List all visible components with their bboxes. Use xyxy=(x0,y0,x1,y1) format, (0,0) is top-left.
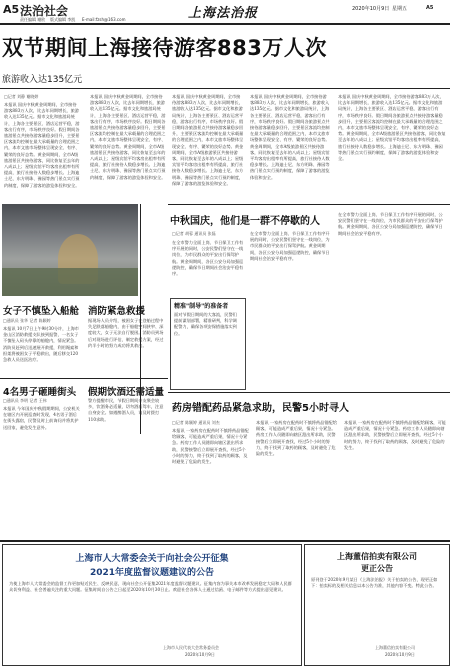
drug-body-col3: 本报讯 一家药房在配药时不慎将药品错配给顾客，可能造成严重后果，情况十分紧急。药房工作人员随即向辖区派出所求助，民警接警后立即展开查找，经过5个小时的努力，终于找到了取药的顾客，及时避免了危险的发生。 xyxy=(344,420,446,450)
stray-byline: □通讯员 李明 记者 王伟 xyxy=(3,398,47,403)
drug-byline: □记者 陈颖婷 通讯员 刘杰 xyxy=(172,420,220,425)
notice-right-body: 原刊登于2020年9月某日《上海法治报》关于拍卖的公告，现更正如下：拍卖标的及相关信息以本公告为准，其他内容不变。特此公告。 xyxy=(311,577,438,589)
woman-body: 本报讯 10月7日上午9时30分许，上海市金山区消防救援支队接到报警，一名女子不慎坠入码头停靠的船舱内，情况紧急。消防员赶到后迅速展开救援，利用绳索和担架将被困女子平稳救出，随后移交120急救人员送医治疗。 xyxy=(3,326,79,363)
page-number-right: A5 xyxy=(426,5,434,11)
lead-body-col1: 本报讯 国庆中秋黄金周期间，全市接待游客883万人次，比去年同期增长，旅游收入达135亿元。据市文化和旅游局统计，上海各主要景区、酒店运营平稳，游客出行有序，市场秩序良好。假日期间各旅游景点共接待游客量稳步回升，主要景区客流均控制在最大承载量的合理范围之内，本市文旅市场整体呈现安全、有序、繁荣的良好态势。黄金周期间，全市A级旅游景区共接待游客，同比恢复至去年的八成以上；星级宾馆平均客房出租率有所提高，旅行社接待人数稳步增长。上海迪士尼、东方明珠、豫园等热门景点实行预约制度，保障了游客的游览体验和安全。 xyxy=(4,102,80,188)
sidebar-title: 精准"制导"的准备者 xyxy=(174,303,229,310)
drug-body-col1: 本报讯 一家药房在配药时不慎将药品错配给顾客，可能造成严重后果，情况十分紧急。药房工作人员随即向辖区派出所求助，民警接警后立即展开查找，经过5个小时的努力，终于找到了取药的顾客，及时避免了危险的发生。 xyxy=(172,428,249,465)
stray-body: 本报讯 今年国庆中秋假期期间，公安机关在辖区内开展巡查时发现，4名男子酒后在街头露宿，民警及时上前询问并将其护送回家，避免发生意外。 xyxy=(3,406,80,430)
editor-label: 责任编辑 谢欧 xyxy=(20,17,46,22)
notice-right-title2: 更正公告 xyxy=(361,564,393,573)
lead-headline: 双节期间上海接待游客883万人次 xyxy=(2,36,327,60)
issue-weekday: 星期五 xyxy=(392,6,408,12)
stray-title: 4名男子砸睡街头 xyxy=(3,387,77,398)
header-rule xyxy=(0,23,450,25)
fire-title: 消防紧急救援 xyxy=(88,306,146,317)
mid-left-divider xyxy=(0,378,168,379)
lead-subhead: 旅游收入达135亿元 xyxy=(2,75,83,85)
masthead-logo: 上海法治报 xyxy=(188,6,259,21)
notice-right xyxy=(304,544,450,666)
notice-left-body: 为使上海市人大常委会的监督工作更加贴近民生、反映民意，现向社会公开征集2021年度监督议题建议。征集内容为事关本市改革发展稳定大局和人民群众切身利益、社会普遍关注的重大问题。征集时间自公告之日起至2020年10月30日止。欢迎社会各界人士通过信函、电子邮件等方式提出意见建议。 xyxy=(9,581,292,593)
holiday-body: 警方提醒市民，节假日期间亲友聚会较多，饮酒务必适量，切勿酒后驾车，注意自身安全。如遇醉酒人员，请及时拨打110求助。 xyxy=(88,398,164,422)
woman-title: 女子不慎坠入船舱 xyxy=(3,306,80,317)
drug-title: 药房错配药品紧急求助，民警5小时寻人 xyxy=(172,403,349,414)
drug-body-col2: 本报讯 一家药房在配药时不慎将药品错配给顾客，可能造成严重后果，情况十分紧急。药房工作人员随即向辖区派出所求助，民警接警后立即展开查找，经过5个小时的努力，终于找到了取药的顾客，及时避免了危险的发生。 xyxy=(256,420,337,457)
page-number: A5 xyxy=(3,3,20,16)
photo-water xyxy=(2,268,138,296)
notice-left-date: 2020年10月9日 xyxy=(185,652,215,657)
lead-divider xyxy=(0,88,450,89)
designer-label: 版式编辑 李凯 xyxy=(50,17,76,22)
police-title: 中秋国庆，他们是一群不停歇的人 xyxy=(170,216,320,227)
lead-body-col4: 本报讯 国庆中秋黄金周期间，全市接待游客883万人次，比去年同期增长，旅游收入达135亿元。据市文化和旅游局统计，上海各主要景区、酒店运营平稳，游客出行有序，市场秩序良好。假日期间各旅游景点共接待游客量稳步回升，主要景区客流均控制在最大承载量的合理范围之内，本市文旅市场整体呈现安全、有序、繁荣的良好态势。黄金周期间，全市A级旅游景区共接待游客，同比恢复至去年的八成以上；星级宾馆平均客房出租率有所提高，旅行社接待人数稳步增长。上海迪士尼、东方明珠、豫园等热门景点实行预约制度，保障了游客的游览体验和安全。 xyxy=(250,94,330,180)
sidebar-body: 面对节假日期间的大客流，民警们提前谋划部署，精准研判，科学调配警力，确保各项安保措施落实到位。 xyxy=(174,312,237,336)
issue-date: 2020年10月9日 xyxy=(352,6,390,12)
notice-right-date: 2020年10月9日 xyxy=(385,652,415,657)
fire-body: 据现场人员介绍，被困女子在登船过程中失足跌落船舱内，由于船舱空间狭窄、深度较大，女子无法自行脱困。消防员到场后对现场进行评估，制定救援方案，经过约半小时的努力成功将其救出。 xyxy=(88,318,164,348)
section-title: 法治社会 xyxy=(20,4,69,18)
woman-byline: □通讯员 张华 记者 陈颖婷 xyxy=(3,318,51,323)
notices-top-rule xyxy=(0,540,450,542)
email-label: E-mail:fzsh@163.com xyxy=(82,17,126,22)
news-photo xyxy=(2,204,138,296)
drug-top-rule xyxy=(168,392,450,393)
police-body-col1: 在全市警力全面上岗、节日保卫工作有序开展的同时，公安民警们坚守在一线岗位，为市民群众的平安出行保驾护航。黄金周期间，各区公安分局加强巡逻防控，确保节日期间社会治安平稳有序。 xyxy=(172,240,244,277)
notice-right-signature: 上海董信拍卖有限公司 xyxy=(375,645,415,650)
notice-left xyxy=(2,544,302,666)
lead-body-col3: 本报讯 国庆中秋黄金周期间，全市接待游客883万人次，比去年同期增长，旅游收入达135亿元。据市文化和旅游局统计，上海各主要景区、酒店运营平稳，游客出行有序，市场秩序良好。假日期间各旅游景点共接待游客量稳步回升，主要景区客流均控制在最大承载量的合理范围之内，本市文旅市场整体呈现安全、有序、繁荣的良好态势。黄金周期间，全市A级旅游景区共接待游客，同比恢复至去年的八成以上；星级宾馆平均客房出租率有所提高，旅行社接待人数稳步增长。上海迪士尼、东方明珠、豫园等热门景点实行预约制度，保障了游客的游览体验和安全。 xyxy=(172,94,244,186)
feature-top-rule xyxy=(168,204,450,205)
police-body-col3: 在全市警力全面上岗、节日保卫工作有序开展的同时，公安民警们坚守在一线岗位，为市民群众的平安出行保驾护航。黄金周期间，各区公安分局加强巡逻防控，确保节日期间社会治安平稳有序。 xyxy=(338,212,443,236)
notice-right-title: 上海董信拍卖有限公司 xyxy=(337,552,417,561)
lead-body-col5: 本报讯 国庆中秋黄金周期间，全市接待游客883万人次，比去年同期增长，旅游收入达135亿元。据市文化和旅游局统计，上海各主要景区、酒店运营平稳，游客出行有序，市场秩序良好。假日期间各旅游景点共接待游客量稳步回升，主要景区客流均控制在最大承载量的合理范围之内，本市文旅市场整体呈现安全、有序、繁荣的良好态势。黄金周期间，全市A级旅游景区共接待游客，同比恢复至去年的八成以上；星级宾馆平均客房出租率有所提高，旅行社接待人数稳步增长。上海迪士尼、东方明珠、豫园等热门景点实行预约制度，保障了游客的游览体验和安全。 xyxy=(338,94,446,162)
notice-left-signature: 上海市人民代表大会常务委员会 xyxy=(163,645,219,650)
lead-byline: □记者 刘静 谢晓婷 xyxy=(4,94,39,99)
police-body-col2: 在全市警力全面上岗、节日保卫工作有序开展的同时，公安民警们坚守在一线岗位，为市民群众的平安出行保驾护航。黄金周期间，各区公安分局加强巡逻防控，确保节日期间社会治安平稳有序。 xyxy=(250,231,330,261)
notice-left-title2: 2021年度监督议题建议的公告 xyxy=(89,568,215,578)
notice-left-title: 上海市人大常委会关于向社会公开征集 xyxy=(75,554,229,564)
lead-body-col2: 本报讯 国庆中秋黄金周期间，全市接待游客883万人次，比去年同期增长，旅游收入达135亿元。据市文化和旅游局统计，上海各主要景区、酒店运营平稳，游客出行有序，市场秩序良好。假日期间各旅游景点共接待游客量稳步回升，主要景区客流均控制在最大承载量的合理范围之内，本市文旅市场整体呈现安全、有序、繁荣的良好态势。黄金周期间，全市A级旅游景区共接待游客，同比恢复至去年的八成以上；星级宾馆平均客房出租率有所提高，旅行社接待人数稳步增长。上海迪士尼、东方明珠、豫园等热门景点实行预约制度，保障了游客的游览体验和安全。 xyxy=(90,94,166,180)
police-byline: □记者 胡蓉 通讯员 张磊 xyxy=(172,231,216,236)
holiday-title: 假期饮酒还需适量 xyxy=(88,387,165,398)
